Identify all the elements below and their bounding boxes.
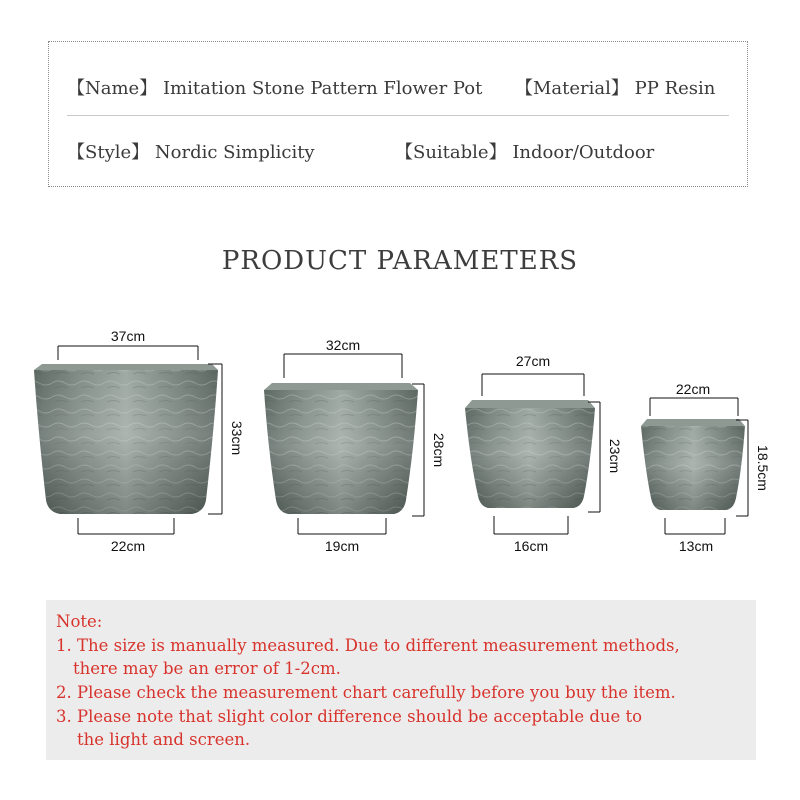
spec-box: [48, 41, 748, 187]
note-line-3b: the light and screen.: [77, 730, 251, 749]
note-line-3: 3. Please note that slight color difference should be acceptable due to: [56, 707, 643, 726]
spec-suitable-key: 【Suitable】: [395, 142, 507, 163]
spec-material-key: 【Material】: [515, 78, 629, 99]
note-box: [46, 600, 756, 760]
spec-suitable-value: Indoor/Outdoor: [512, 142, 655, 163]
spec-divider: [67, 115, 729, 116]
pot-2-top-label: 32cm: [325, 337, 361, 353]
pot-4: [641, 381, 771, 554]
spec-suitable: [395, 138, 654, 164]
pot-1-bottom-label: 22cm: [110, 538, 146, 554]
pot-2-bottom-label: 19cm: [324, 538, 360, 554]
note-line-2: 2. Please check the measurement chart carefully before you buy the item.: [56, 683, 676, 702]
spec-material-value: PP Resin: [634, 78, 716, 99]
spec-name: [67, 74, 482, 100]
pot-4-bottom-label: 13cm: [678, 538, 714, 554]
pot-3: [465, 353, 623, 554]
note-title: Note:: [56, 612, 103, 631]
section-title: PRODUCT PARAMETERS: [221, 246, 579, 276]
pot-1: [34, 328, 245, 554]
pot-2-height-label: 28cm: [431, 432, 447, 468]
pot-1-height-label: 33cm: [229, 420, 245, 456]
pot-3-top-label: 27cm: [515, 353, 551, 369]
pots-diagram: [0, 320, 800, 560]
pot-4-height-label: 18.5cm: [755, 445, 771, 491]
spec-material: [515, 74, 715, 100]
spec-name-key: 【Name】: [67, 78, 158, 99]
spec-style: [67, 138, 315, 164]
note-line-1b: there may be an error of 1-2cm.: [73, 659, 341, 678]
pot-2: [264, 337, 447, 554]
pot-3-height-label: 23cm: [607, 438, 623, 474]
pot-4-top-label: 22cm: [675, 381, 711, 397]
spec-style-value: Nordic Simplicity: [154, 142, 315, 163]
spec-style-key: 【Style】: [67, 142, 150, 163]
note-line-1: 1. The size is manually measured. Due to different measurement methods,: [56, 636, 680, 655]
pot-3-bottom-label: 16cm: [513, 538, 549, 554]
spec-name-value: Imitation Stone Pattern Flower Pot: [162, 78, 483, 99]
pot-1-top-label: 37cm: [110, 328, 146, 344]
